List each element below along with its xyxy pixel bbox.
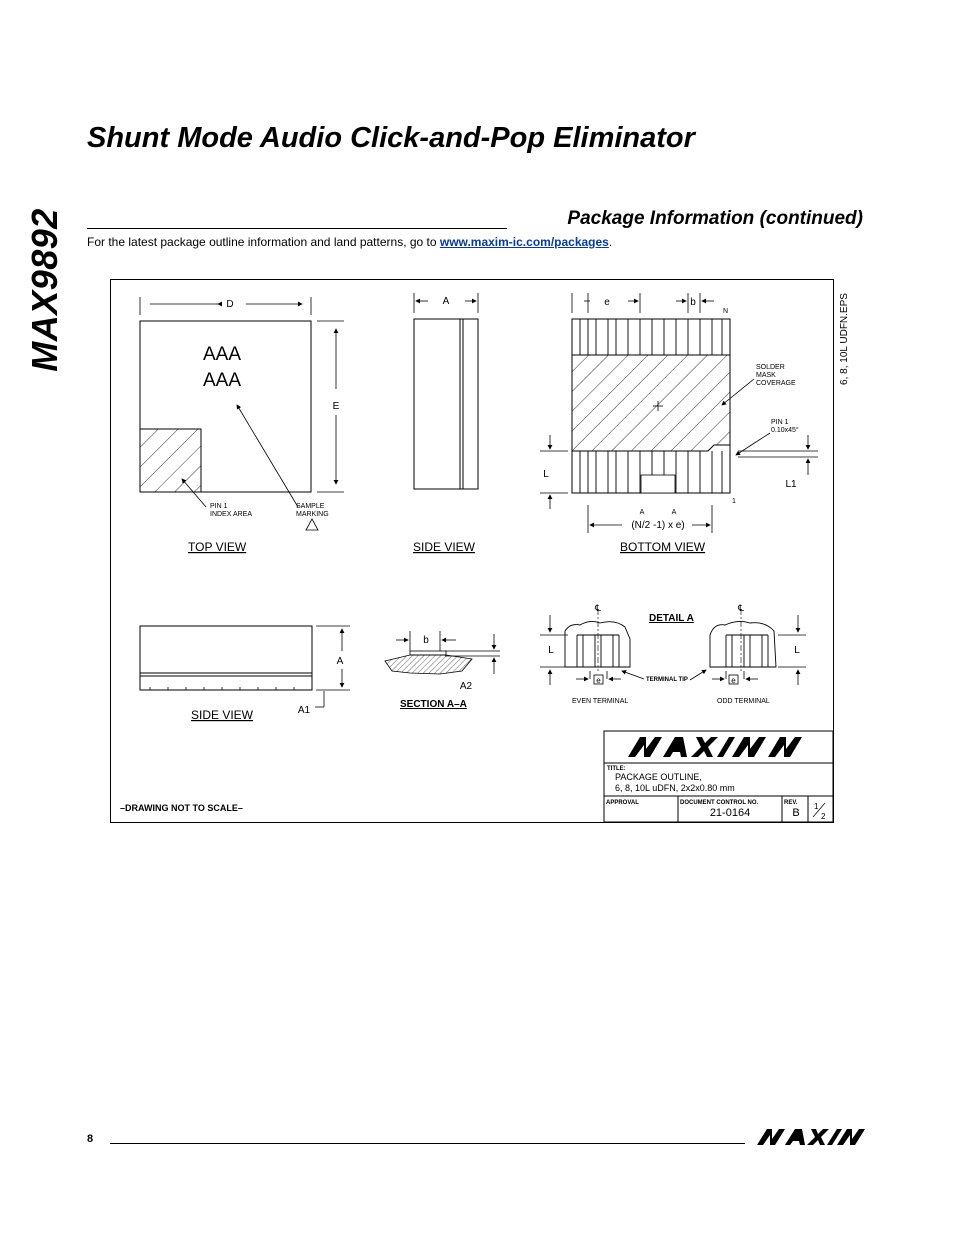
dim-d-label: D	[226, 299, 234, 310]
dim-l1-label: L1	[785, 479, 797, 490]
solder-line-1: SOLDER	[756, 364, 785, 371]
side2-dim-a1: A1	[297, 705, 311, 716]
sheet-number: 1	[814, 802, 819, 811]
sheet-total: 2	[821, 812, 826, 821]
section-title: Package Information (continued)	[567, 208, 863, 229]
not-to-scale-note: –DRAWING NOT TO SCALE–	[120, 803, 243, 813]
maxim-logo-icon	[628, 737, 802, 757]
doc-control-number: 21-0164	[709, 807, 751, 819]
pin1-chamfer-line2: 0.10x45°	[771, 427, 799, 434]
odd-terminal-label: ODD TERMINAL	[717, 698, 770, 705]
pin1-chamfer-line1: PIN 1	[771, 419, 789, 426]
side2-dim-a: A	[336, 656, 344, 667]
solder-line-3: COVERAGE	[756, 380, 796, 387]
pin1-index-line2: INDEX AREA	[210, 511, 253, 518]
section-a-left: A	[639, 509, 645, 516]
section-rule	[87, 228, 507, 229]
doc-control-label: DOCUMENT CONTROL NO.	[680, 800, 759, 806]
title-label: TITLE:	[607, 766, 626, 772]
side-view-2	[140, 626, 350, 722]
terminal-tip-label: TERMINAL TIP	[646, 677, 688, 683]
side-view-1-caption: SIDE VIEW	[413, 540, 476, 554]
section-dim-b: b	[423, 635, 429, 646]
sample-marking-line2: MARKING	[296, 511, 329, 518]
dim-e-pitch: e	[604, 297, 610, 308]
title-line-2: 6, 8, 10L uDFN, 2x2x0.80 mm	[615, 783, 735, 793]
title-line-1: PACKAGE OUTLINE,	[615, 772, 702, 782]
e-box-left: e	[596, 676, 601, 685]
section-aa-caption: SECTION A–A	[400, 699, 467, 710]
pin-n-label: N	[723, 308, 729, 315]
side-view-1	[413, 293, 478, 554]
warning-triangle-icon	[306, 519, 318, 530]
section-aa	[385, 631, 500, 710]
title-block	[604, 731, 833, 822]
detail-a	[540, 603, 806, 705]
approval-label: APPROVAL	[606, 800, 639, 806]
detail-dim-l-right: L	[794, 645, 800, 656]
detail-a-title: DETAIL A	[649, 613, 694, 624]
dim-e-label: E	[332, 401, 340, 412]
side-view-2-caption: SIDE VIEW	[191, 708, 254, 722]
footer-maxim-logo-icon	[757, 1129, 865, 1145]
section-a-right: A	[671, 509, 677, 516]
dim-b-width: b	[690, 297, 696, 308]
rev-value: B	[792, 807, 800, 819]
marking-line-1: AAA	[203, 344, 242, 365]
top-view-caption: TOP VIEW	[188, 540, 247, 554]
intro-text	[87, 235, 612, 249]
package-outline-drawing	[110, 279, 850, 823]
detail-dim-l-left: L	[548, 645, 554, 656]
centerline-left: ℄	[595, 603, 601, 613]
page-number: 8	[87, 1133, 94, 1145]
dim-a2-label: A2	[459, 681, 473, 692]
intro-prefix: For the latest package outline information and land patterns, go to	[87, 235, 440, 249]
pitch-label: (N/2 -1) x e)	[631, 520, 685, 531]
bottom-view	[540, 293, 818, 554]
solder-line-2: MASK	[756, 372, 776, 379]
rev-label: REV.	[784, 800, 798, 806]
sample-marking-line1: SAMPLE	[296, 503, 325, 510]
e-box-right: e	[731, 676, 736, 685]
even-terminal-label: EVEN TERMINAL	[572, 698, 629, 705]
pin-1-label: 1	[732, 498, 736, 505]
bottom-dim-l: L	[543, 469, 549, 480]
footer-rule	[110, 1143, 745, 1144]
document-title: Shunt Mode Audio Click-and-Pop Eliminator	[87, 122, 695, 154]
intro-suffix: .	[608, 235, 613, 249]
side1-dim-a: A	[442, 296, 450, 307]
side-part-number	[24, 210, 66, 370]
eps-file-label: 6, 8, 10L UDFN.EPS	[839, 293, 850, 385]
centerline-right: ℄	[738, 603, 744, 613]
packages-link[interactable]: www.maxim-ic.com/packages	[439, 235, 609, 249]
marking-line-2: AAA	[203, 370, 242, 391]
top-view	[140, 297, 344, 554]
part-number-text: MAX9892	[24, 208, 65, 372]
pin1-index-line1: PIN 1	[210, 503, 228, 510]
bottom-view-caption: BOTTOM VIEW	[620, 540, 706, 554]
